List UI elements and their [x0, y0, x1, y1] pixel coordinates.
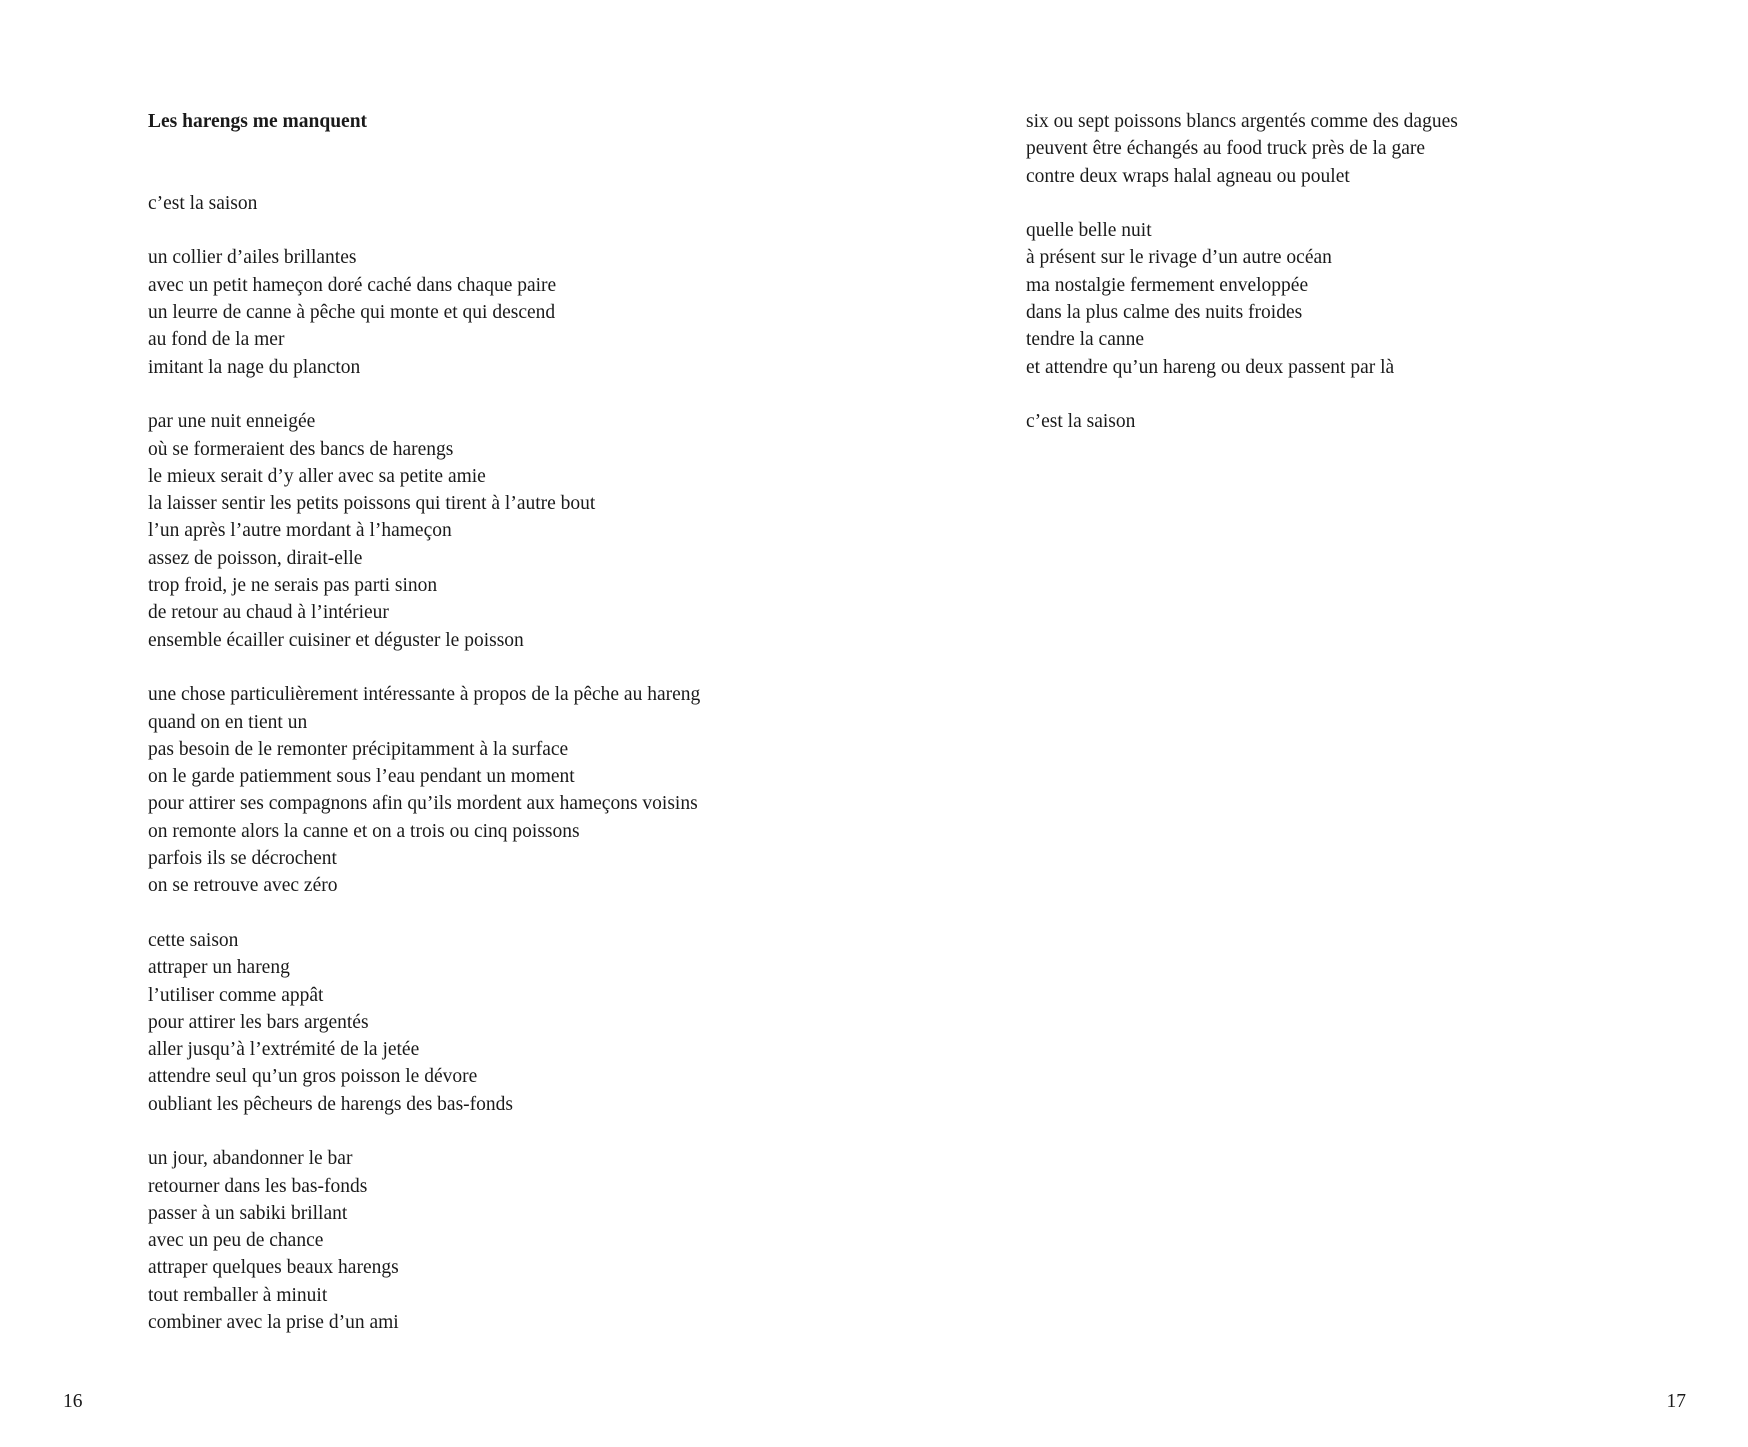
- poem-line: tendre la canne: [1026, 329, 1145, 351]
- poem-line: parfois ils se décrochent: [148, 848, 337, 870]
- poem-line: six ou sept poissons blancs argentés comme des dagues: [1026, 111, 1458, 132]
- right-page: [874, 0, 1748, 1447]
- poem-line: l’utiliser comme appât: [148, 984, 324, 1006]
- poem-line: assez de poisson, dirait-elle: [148, 547, 363, 569]
- poem-line: un collier d’ailes brillantes: [148, 247, 357, 269]
- poem-line: passer à un sabiki brillant: [148, 1202, 348, 1224]
- poem-line: pour attirer les bars argentés: [148, 1011, 369, 1033]
- stanza: [148, 681, 848, 899]
- poem-line: cette saison: [148, 929, 239, 951]
- poem-line: quelle belle nuit: [1026, 220, 1152, 242]
- right-stanzas: [1026, 108, 1706, 436]
- poem-line: ma nostalgie fermement enveloppée: [1026, 274, 1309, 296]
- poem-line: dans la plus calme des nuits froides: [1026, 302, 1303, 324]
- poem-line: un leurre de canne à pêche qui monte et qui descend: [148, 302, 556, 324]
- stanza: [148, 244, 848, 380]
- poem-line: et attendre qu’un hareng ou deux passent par là: [1026, 356, 1395, 378]
- poem-line: contre deux wraps halal agneau ou poulet: [1026, 165, 1350, 187]
- poem-line: pas besoin de le remonter précipitamment à la surface: [148, 738, 569, 760]
- poem-line: pour attirer ses compagnons afin qu’ils mordent aux hameçons voisins: [148, 793, 698, 815]
- poem-line: un jour, abandonner le bar: [148, 1148, 353, 1170]
- stanza: [148, 190, 848, 217]
- poem-line: ensemble écailler cuisiner et déguster le poisson: [148, 629, 524, 651]
- poem-line: avec un peu de chance: [148, 1230, 324, 1252]
- poem-title: Les harengs me manquent: [148, 111, 368, 132]
- poem-line: trop froid, je ne serais pas parti sinon: [148, 575, 438, 597]
- poem-line: on le garde patiemment sous l’eau pendant un moment: [148, 766, 575, 788]
- poem-line: attraper un hareng: [148, 957, 290, 979]
- stanza: [148, 1145, 848, 1336]
- left-stanzas: [148, 190, 848, 1336]
- stanza: [1026, 408, 1706, 435]
- poem-line: l’un après l’autre mordant à l’hameçon: [148, 520, 452, 542]
- poem-line: on se retrouve avec zéro: [148, 875, 338, 897]
- page-number-right: 17: [1666, 1391, 1686, 1412]
- poem-line: quand on en tient un: [148, 711, 308, 733]
- poem-line: retourner dans les bas-fonds: [148, 1175, 368, 1197]
- poem-line: à présent sur le rivage d’un autre océan: [1026, 247, 1332, 269]
- right-page-text-column: [1026, 108, 1706, 436]
- poem-line: attendre seul qu’un gros poisson le dévore: [148, 1066, 478, 1088]
- left-page-text-column: [148, 108, 848, 1336]
- poem-line: où se formeraient des bancs de harengs: [148, 438, 454, 460]
- poem-line: de retour au chaud à l’intérieur: [148, 602, 389, 624]
- poem-line: tout remballer à minuit: [148, 1284, 328, 1306]
- poem-line: c’est la saison: [148, 192, 258, 214]
- poem-line: c’est la saison: [1026, 411, 1136, 433]
- poem-line: le mieux serait d’y aller avec sa petite amie: [148, 465, 486, 487]
- poem-line: on remonte alors la canne et on a trois ou cinq poissons: [148, 820, 580, 842]
- poem-line: une chose particulièrement intéressante à propos de la pêche au hareng: [148, 684, 701, 706]
- poem-line: avec un petit hameçon doré caché dans chaque paire: [148, 274, 557, 296]
- stanza: [148, 927, 848, 1118]
- poem-line: peuvent être échangés au food truck près de la gare: [1026, 138, 1426, 160]
- poem-line: attraper quelques beaux harengs: [148, 1257, 399, 1279]
- poem-line: oubliant les pêcheurs de harengs des bas-fonds: [148, 1093, 513, 1115]
- poem-line: combiner avec la prise d’un ami: [148, 1312, 399, 1334]
- stanza: [1026, 108, 1706, 190]
- poem-line: la laisser sentir les petits poissons qui tirent à l’autre bout: [148, 493, 596, 515]
- poem-line: imitant la nage du plancton: [148, 356, 361, 378]
- poem-line: aller jusqu’à l’extrémité de la jetée: [148, 1039, 420, 1061]
- stanza: [1026, 217, 1706, 381]
- page-number-left: 16: [63, 1391, 83, 1412]
- poem-line: au fond de la mer: [148, 329, 285, 351]
- poem-line: par une nuit enneigée: [148, 411, 316, 433]
- stanza: [148, 408, 848, 654]
